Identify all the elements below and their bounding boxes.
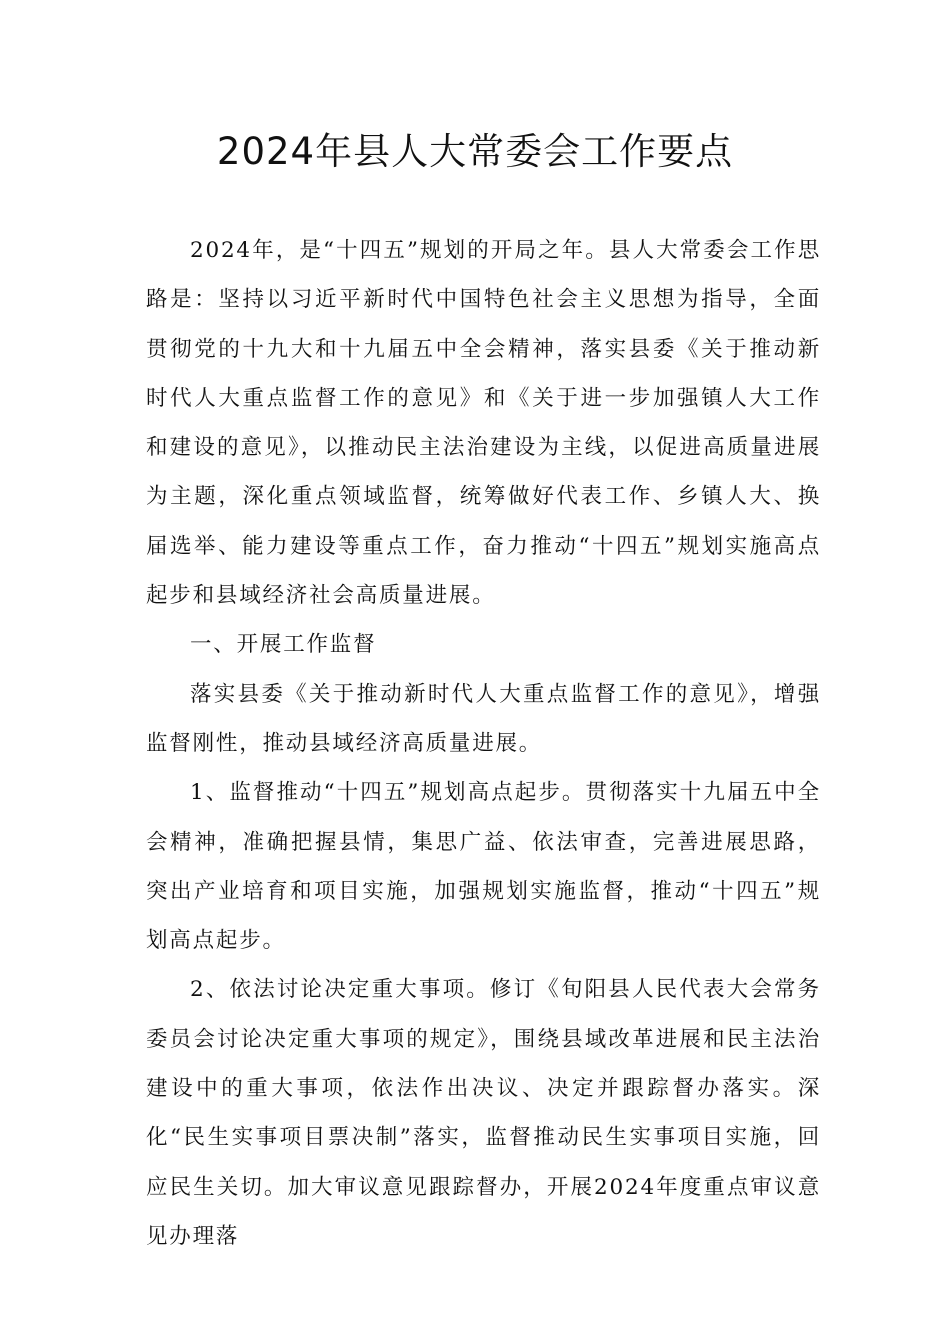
document-body [146,226,821,1261]
section-heading-1: 一、开展工作监督 [190,632,377,658]
item-2-paragraph: 2、依法讨论决定重大事项。修订《旬阳县人民代表大会常务委员会讨论决定重大事项的规定》，围绕县域改革进展和民主法治建设中的重大事项，依法作出决议、决定并跟踪督办落实。深化“民生实事项目票决制”落实，监督推动民生实事项目实施，回应民生关切。加大审议意见跟踪督办，开展2024年度重点审议意见办理落 [146,977,821,1249]
section-1-intro-paragraph: 落实县委《关于推动新时代人大重点监督工作的意见》，增强监督刚性，推动县域经济高质量进展。 [146,681,821,756]
intro-paragraph: 2024年，是“十四五”规划的开局之年。县人大常委会工作思路是：坚持以习近平新时代中国特色社会主义思想为指导，全面贯彻党的十九大和十九届五中全会精神，落实县委《关于推动新时代人大重点监督工作的意见》和《关于进一步加强镇人大工作和建设的意见》，以推动民主法治建设为主线，以促进高质量进展为主题，深化重点领域监督，统筹做好代表工作、乡镇人大、换届选举、能力建设等重点工作，奋力推动“十四五”规划实施高点起步和县域经济社会高质量进展。 [146,238,821,609]
document-title: 2024年县人大常委会工作要点 [216,130,734,173]
item-1-paragraph: 1、监督推动“十四五”规划高点起步。贯彻落实十九届五中全会精神，准确把握县情，集思广益、依法审查，完善进展思路，突出产业培育和项目实施，加强规划实施监督，推动“十四五”规划高点起步。 [146,780,821,954]
